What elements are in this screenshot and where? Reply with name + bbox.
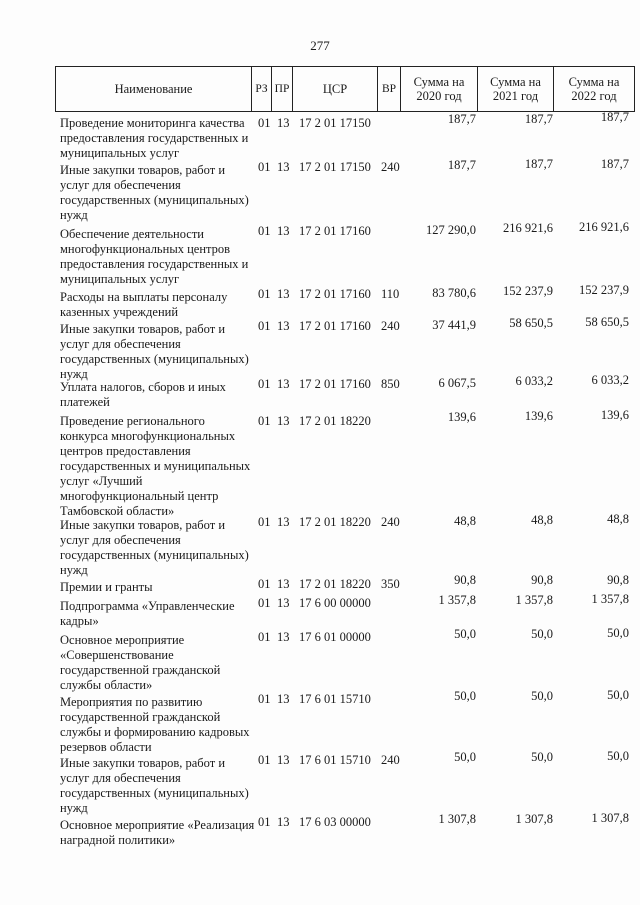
row-sum-2021: 48,8 bbox=[531, 513, 553, 527]
row-sum-2022: 152 237,9 bbox=[579, 283, 629, 297]
row-pr: 13 bbox=[277, 630, 290, 644]
row-csr: 17 2 01 17160 bbox=[299, 224, 371, 238]
header-rz: РЗ bbox=[252, 67, 272, 111]
row-rz: 01 bbox=[258, 577, 271, 591]
row-sum-2021: 216 921,6 bbox=[503, 221, 553, 235]
row-csr: 17 6 01 00000 bbox=[299, 630, 371, 644]
row-sum-2020: 48,8 bbox=[454, 514, 476, 528]
row-pr: 13 bbox=[277, 287, 290, 301]
row-csr: 17 2 01 17160 bbox=[299, 377, 371, 391]
row-vr: 110 bbox=[381, 287, 400, 301]
row-pr: 13 bbox=[277, 224, 290, 238]
row-name: Иные закупки товаров, работ и услуг для обеспечения государственных (муниципальных) нужд bbox=[60, 756, 249, 815]
row-sum-2021: 1 357,8 bbox=[515, 593, 553, 607]
row-sum-2020: 50,0 bbox=[454, 689, 476, 703]
row-csr: 17 2 01 17160 bbox=[299, 287, 371, 301]
row-pr: 13 bbox=[277, 515, 290, 529]
row-pr: 13 bbox=[277, 116, 290, 130]
row-name: Обеспечение деятельности многофункциональных центров предоставления государственных и муниципальных услуг bbox=[60, 227, 249, 286]
row-pr: 13 bbox=[277, 596, 290, 610]
page-number: 277 bbox=[310, 38, 330, 53]
row-sum-2022: 1 357,8 bbox=[591, 592, 629, 606]
row-name: Уплата налогов, сборов и иных платежей bbox=[60, 380, 226, 409]
row-sum-2022: 90,8 bbox=[607, 573, 629, 587]
row-name: Иные закупки товаров, работ и услуг для обеспечения государственных (муниципальных) нужд bbox=[60, 163, 249, 222]
row-name: Основное мероприятие «Совершенствование государственной гражданской службы области» bbox=[60, 633, 221, 692]
row-sum-2021: 50,0 bbox=[531, 627, 553, 641]
row-rz: 01 bbox=[258, 515, 271, 529]
row-vr: 350 bbox=[381, 577, 400, 591]
row-sum-2021: 152 237,9 bbox=[503, 284, 553, 298]
row-rz: 01 bbox=[258, 224, 271, 238]
row-name: Иные закупки товаров, работ и услуг для обеспечения государственных (муниципальных) нужд bbox=[60, 322, 249, 381]
row-name: Премии и гранты bbox=[60, 580, 153, 594]
header-name: Наименование bbox=[56, 67, 252, 111]
row-rz: 01 bbox=[258, 287, 271, 301]
row-sum-2021: 139,6 bbox=[524, 409, 553, 423]
row-sum-2022: 187,7 bbox=[600, 157, 629, 171]
row-name: Проведение мониторинга качества предоставления государственных и муниципальных услуг bbox=[60, 116, 249, 160]
row-sum-2021: 58 650,5 bbox=[509, 316, 553, 330]
row-pr: 13 bbox=[277, 160, 290, 174]
row-rz: 01 bbox=[258, 815, 271, 829]
row-name: Мероприятия по развитию государственной гражданской службы и формированию кадровых резервов области bbox=[60, 695, 250, 754]
row-csr: 17 2 01 17150 bbox=[299, 160, 371, 174]
row-rz: 01 bbox=[258, 377, 271, 391]
row-sum-2022: 50,0 bbox=[607, 749, 629, 763]
header-pr: ПР bbox=[272, 67, 293, 111]
row-rz: 01 bbox=[258, 319, 271, 333]
row-sum-2020: 50,0 bbox=[454, 627, 476, 641]
row-pr: 13 bbox=[277, 692, 290, 706]
row-name: Расходы на выплаты персоналу казенных учреждений bbox=[60, 290, 228, 319]
row-csr: 17 2 01 17150 bbox=[299, 116, 371, 130]
row-rz: 01 bbox=[258, 753, 271, 767]
row-name: Подпрограмма «Управленческие кадры» bbox=[60, 599, 235, 628]
header-sum-2022: Сумма на 2022 год bbox=[568, 75, 620, 103]
row-sum-2022: 48,8 bbox=[607, 512, 629, 526]
row-rz: 01 bbox=[258, 692, 271, 706]
row-sum-2020: 90,8 bbox=[454, 573, 476, 587]
row-sum-2021: 187,7 bbox=[524, 112, 553, 126]
row-csr: 17 2 01 18220 bbox=[299, 577, 371, 591]
row-sum-2022: 139,6 bbox=[600, 408, 629, 422]
row-csr: 17 2 01 18220 bbox=[299, 414, 371, 428]
row-sum-2020: 187,7 bbox=[447, 112, 476, 126]
row-pr: 13 bbox=[277, 377, 290, 391]
row-pr: 13 bbox=[277, 319, 290, 333]
row-sum-2020: 50,0 bbox=[454, 750, 476, 764]
row-csr: 17 2 01 18220 bbox=[299, 515, 371, 529]
row-sum-2022: 50,0 bbox=[607, 688, 629, 702]
row-vr: 240 bbox=[381, 160, 400, 174]
row-sum-2020: 6 067,5 bbox=[438, 376, 476, 390]
row-sum-2022: 216 921,6 bbox=[579, 220, 629, 234]
row-csr: 17 6 01 15710 bbox=[299, 692, 371, 706]
row-pr: 13 bbox=[277, 753, 290, 767]
row-pr: 13 bbox=[277, 577, 290, 591]
row-sum-2020: 187,7 bbox=[447, 158, 476, 172]
row-sum-2020: 37 441,9 bbox=[432, 318, 476, 332]
row-rz: 01 bbox=[258, 630, 271, 644]
row-sum-2020: 139,6 bbox=[447, 410, 476, 424]
row-sum-2021: 6 033,2 bbox=[515, 374, 553, 388]
row-sum-2022: 6 033,2 bbox=[591, 373, 629, 387]
row-rz: 01 bbox=[258, 160, 271, 174]
row-sum-2021: 187,7 bbox=[524, 157, 553, 171]
row-sum-2021: 90,8 bbox=[531, 573, 553, 587]
row-vr: 850 bbox=[381, 377, 400, 391]
row-csr: 17 6 00 00000 bbox=[299, 596, 371, 610]
row-csr: 17 6 01 15710 bbox=[299, 753, 371, 767]
row-name: Основное мероприятие «Реализация наградной политики» bbox=[60, 818, 255, 847]
row-sum-2022: 1 307,8 bbox=[591, 811, 629, 825]
row-vr: 240 bbox=[381, 753, 400, 767]
row-sum-2020: 83 780,6 bbox=[432, 286, 476, 300]
row-vr: 240 bbox=[381, 319, 400, 333]
header-vr: ВР bbox=[378, 67, 401, 111]
row-pr: 13 bbox=[277, 815, 290, 829]
row-sum-2022: 187,7 bbox=[600, 110, 629, 124]
header-csr: ЦСР bbox=[293, 67, 378, 111]
row-rz: 01 bbox=[258, 414, 271, 428]
row-sum-2021: 1 307,8 bbox=[515, 812, 553, 826]
row-rz: 01 bbox=[258, 116, 271, 130]
row-sum-2022: 50,0 bbox=[607, 626, 629, 640]
row-sum-2020: 1 357,8 bbox=[438, 593, 476, 607]
row-csr: 17 2 01 17160 bbox=[299, 319, 371, 333]
header-sum-2021: Сумма на 2021 год bbox=[478, 67, 554, 111]
row-sum-2021: 50,0 bbox=[531, 750, 553, 764]
row-name: Проведение регионального конкурса многофункциональных центров предоставления государственных и муниципальных услуг «Лучший многофункциональный центр Тамбовской области» bbox=[60, 414, 251, 518]
header-sum-2020: Сумма на 2020 год bbox=[401, 67, 478, 111]
row-rz: 01 bbox=[258, 596, 271, 610]
row-vr: 240 bbox=[381, 515, 400, 529]
row-name: Иные закупки товаров, работ и услуг для обеспечения государственных (муниципальных) нужд bbox=[60, 518, 249, 577]
row-sum-2020: 127 290,0 bbox=[426, 223, 476, 237]
row-sum-2021: 50,0 bbox=[531, 689, 553, 703]
row-sum-2022: 58 650,5 bbox=[585, 315, 629, 329]
row-csr: 17 6 03 00000 bbox=[299, 815, 371, 829]
row-sum-2020: 1 307,8 bbox=[438, 812, 476, 826]
row-pr: 13 bbox=[277, 414, 290, 428]
